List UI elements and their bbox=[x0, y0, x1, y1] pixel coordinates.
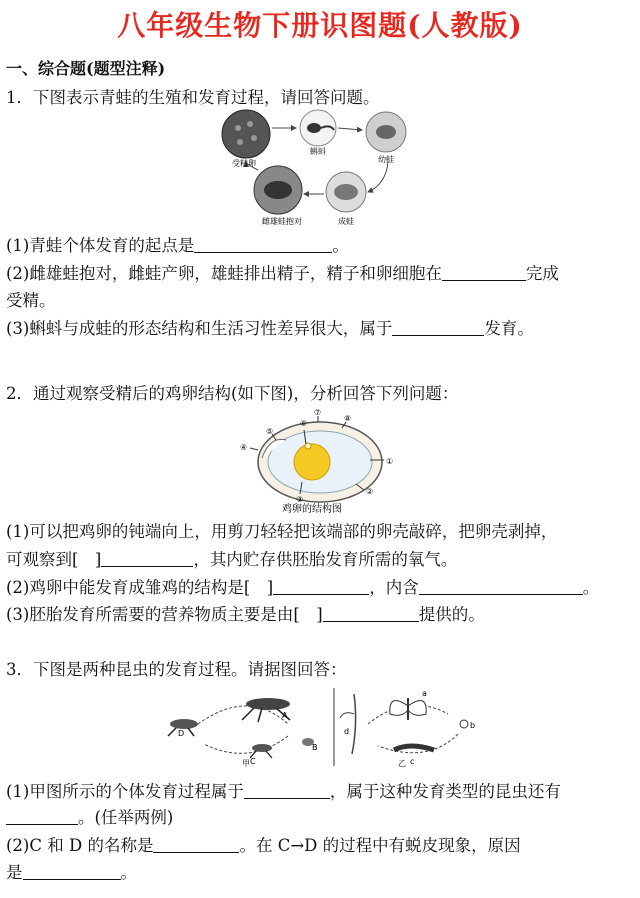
answer-blank[interactable] bbox=[392, 319, 484, 336]
page-title: 八年级生物下册识图题(人教版) bbox=[117, 9, 523, 42]
answer-blank[interactable] bbox=[23, 863, 121, 880]
answer-blank[interactable] bbox=[273, 578, 369, 595]
grasshopper-nymph-small-image bbox=[250, 744, 272, 758]
q3-sub1: (1)甲图所示的个体发育过程属于 ，属于这种发育类型的昆虫还有 bbox=[6, 782, 561, 801]
answer-blank[interactable] bbox=[153, 836, 239, 853]
q3-sub2-cont: 是 。 bbox=[6, 863, 137, 882]
q1-sub3: (3)蝌蚪与成蛙的形态结构和生活习性差异很大，属于 发育。 bbox=[6, 319, 534, 338]
answer-blank[interactable] bbox=[101, 550, 193, 567]
q2-sub3: (3)胚胎发育所需要的营养物质主要是由[ ] 提供的。 bbox=[6, 605, 485, 624]
section-heading: 一、综合题(题型注释) bbox=[6, 59, 166, 78]
svg-text:甲: 甲 bbox=[242, 759, 250, 768]
q2-sub2: (2)鸡卵中能发育成雏鸡的结构是[ ] ，内含 。 bbox=[6, 578, 600, 597]
answer-blank[interactable] bbox=[323, 605, 419, 622]
frog-lifecycle-figure bbox=[218, 106, 418, 230]
label-tadpole: 蝌蚪 bbox=[310, 147, 326, 156]
label-mating-frogs: 雌雄蛙抱对 bbox=[262, 217, 302, 226]
svg-text:②: ② bbox=[366, 487, 374, 496]
svg-text:③: ③ bbox=[296, 495, 304, 504]
label-fertilized-egg: 受精卵 bbox=[232, 159, 256, 168]
egg-figure-caption: 鸡卵的结构图 bbox=[282, 504, 342, 514]
svg-text:乙: 乙 bbox=[398, 759, 406, 768]
caterpillar-image bbox=[394, 746, 434, 750]
svg-text:⑥: ⑥ bbox=[300, 419, 308, 428]
svg-text:d: d bbox=[344, 727, 350, 736]
q2-sub1-cont: 可观察到[ ] ，其内贮存供胚胎发育所需的氧气。 bbox=[6, 550, 458, 569]
svg-text:D: D bbox=[178, 729, 185, 738]
svg-text:B: B bbox=[312, 743, 318, 752]
svg-text:⑧: ⑧ bbox=[344, 414, 352, 423]
q1-stem: 1．下图表示青蛙的生殖和发育过程，请回答问题。 bbox=[6, 88, 380, 107]
svg-text:b: b bbox=[470, 721, 476, 730]
answer-blank[interactable] bbox=[6, 808, 78, 825]
butterfly-adult-image bbox=[390, 698, 426, 720]
q1-sub1: (1)青蛙个体发育的起点是 。 bbox=[6, 236, 349, 255]
answer-blank[interactable] bbox=[194, 236, 332, 253]
insect-development-figure bbox=[158, 684, 484, 768]
svg-text:a: a bbox=[422, 689, 427, 698]
plant-stem-image bbox=[340, 694, 356, 754]
svg-text:④: ④ bbox=[240, 443, 248, 452]
q1-sub2-cont: 受精。 bbox=[6, 291, 56, 310]
egg-yolk bbox=[294, 444, 330, 480]
svg-text:c: c bbox=[410, 757, 415, 766]
answer-blank[interactable] bbox=[442, 264, 526, 281]
q3-sub1-cont: 。(任举两例) bbox=[6, 804, 173, 828]
answer-blank[interactable] bbox=[419, 578, 583, 595]
chicken-egg-figure bbox=[236, 406, 406, 514]
q2-sub1: (1)可以把鸡卵的钝端向上，用剪刀轻轻把该端部的卵壳敲碎，把卵壳剥掉， bbox=[6, 522, 558, 541]
label-young-frog: 幼蛙 bbox=[378, 155, 394, 164]
butterfly-egg-image bbox=[460, 720, 468, 728]
label-adult-frog: 成蛙 bbox=[338, 217, 354, 226]
q2-stem: 2．通过观察受精后的鸡卵结构(如下图)，分析回答下列问题： bbox=[6, 384, 459, 403]
frog-egg-image bbox=[222, 110, 270, 158]
q1-sub2: (2)雌雄蛙抱对，雌蛙产卵，雄蛙排出精子，精子和卵细胞在 完成 bbox=[6, 264, 559, 283]
svg-text:A: A bbox=[282, 711, 288, 720]
svg-text:①: ① bbox=[386, 457, 394, 466]
svg-text:C: C bbox=[250, 757, 256, 766]
svg-text:⑦: ⑦ bbox=[314, 408, 322, 417]
answer-blank[interactable] bbox=[244, 782, 330, 799]
q3-sub2: (2)C 和 D 的名称是 。在 C→D 的过程中有蜕皮现象，原因 bbox=[6, 836, 521, 855]
svg-text:⑤: ⑤ bbox=[266, 427, 274, 436]
q3-stem: 3．下图是两种昆虫的发育过程。请据图回答： bbox=[6, 660, 347, 679]
